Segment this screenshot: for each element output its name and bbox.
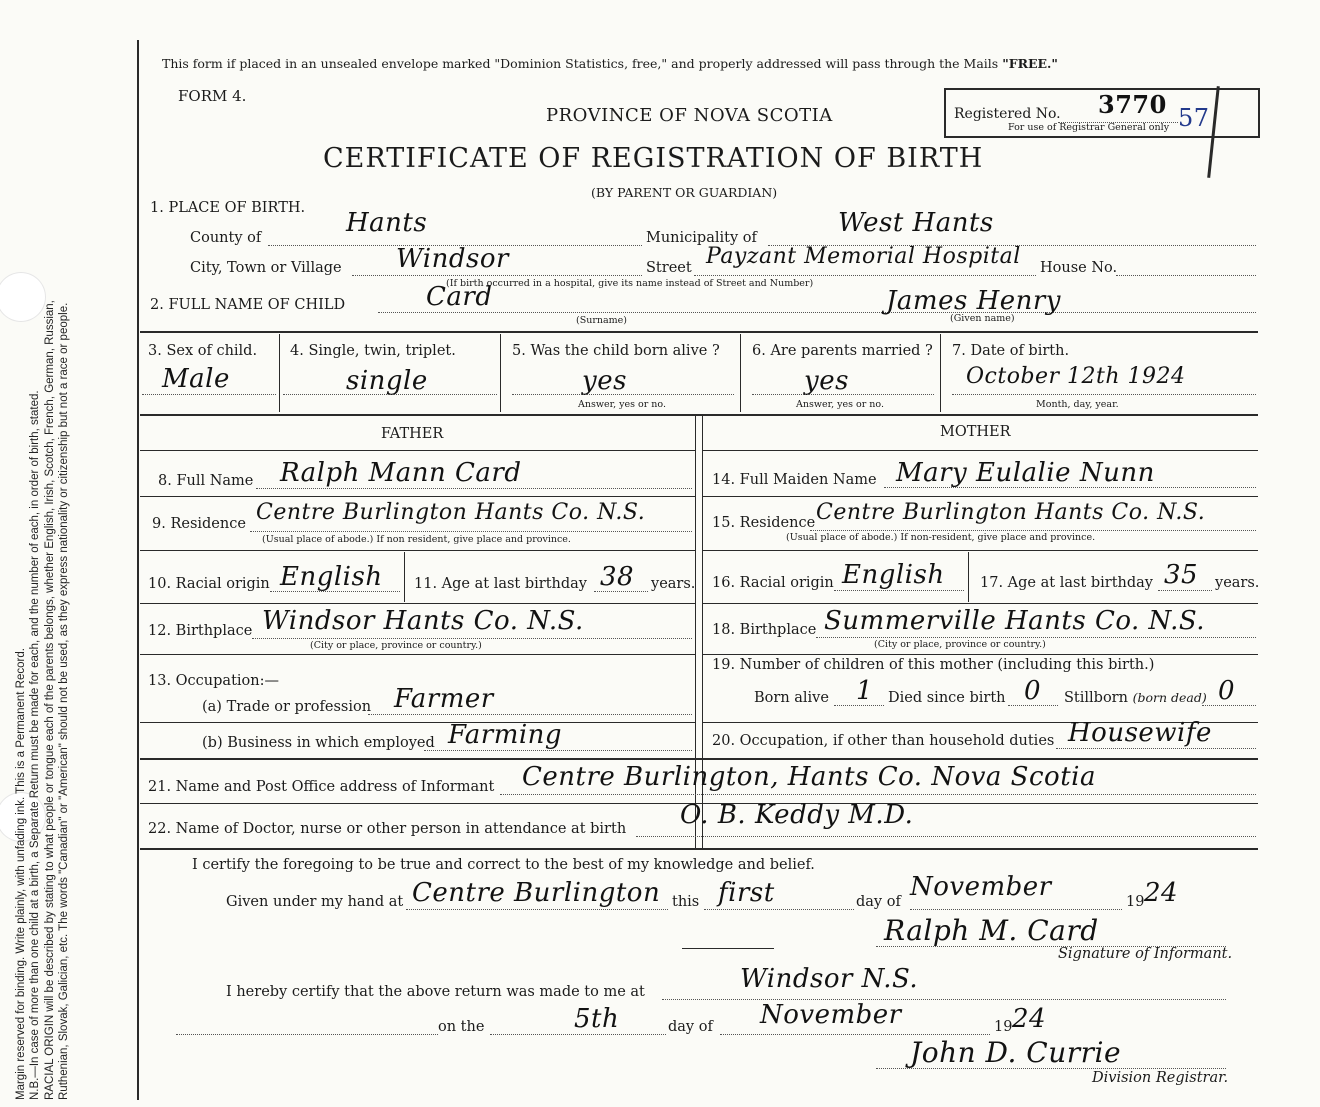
father-birthplace-label: 12. Birthplace [148, 623, 253, 639]
street-label: Street [646, 260, 692, 276]
margin-note-4: Ruthenian, Slovak, Galician, etc. The words "Canadian" or "American" should not be used, as they express nationality or citizenship but not a race or people. [58, 302, 71, 1100]
business-label: (b) Business in which employed [202, 735, 435, 751]
mother-racial-label: 16. Racial origin [712, 575, 834, 591]
house-number-label: House No. [1040, 260, 1118, 276]
return-statement: I hereby certify that the above return was made to me at [226, 984, 645, 1000]
father-age-value: 38 [600, 562, 635, 592]
given-under-label: Given under my hand at [226, 894, 404, 910]
document-subtitle: (BY PARENT OR GUARDIAN) [591, 185, 778, 200]
postal-free: "FREE." [1002, 56, 1058, 71]
registered-number: 3770 [1098, 90, 1167, 119]
child-name-label: 2. FULL NAME OF CHILD [150, 297, 346, 313]
given-year-value: 24 [1144, 878, 1179, 908]
father-residence-label: 9. Residence [152, 516, 246, 532]
mother-residence-label: 15. Residence [712, 515, 816, 531]
parents-married-label: 6. Are parents married ? [752, 343, 933, 359]
born-alive-count: 1 [856, 676, 874, 706]
return-place-value: Windsor N.S. [740, 964, 919, 994]
mother-birthplace-value: Summerville Hants Co. N.S. [824, 606, 1206, 636]
plurality-value: single [346, 366, 428, 396]
occupation-label: 13. Occupation:— [148, 673, 279, 689]
plurality-label: 4. Single, twin, triplet. [290, 343, 456, 359]
stillborn-label: Stillborn [1064, 690, 1128, 706]
born-alive-note: Answer, yes or no. [578, 399, 667, 410]
municipality-value: West Hants [838, 208, 994, 238]
registrar-note: For use of Registrar General only [1008, 122, 1170, 133]
business-value: Farming [448, 720, 563, 750]
child-surname: Card [426, 282, 493, 312]
children-count-label: 19. Number of children of this mother (including this birth.) [712, 657, 1155, 673]
mother-age-value: 35 [1164, 560, 1199, 590]
father-racial-label: 10. Racial origin [148, 576, 270, 592]
sex-label: 3. Sex of child. [148, 343, 258, 359]
born-alive-label: 5. Was the child born alive ? [512, 343, 720, 359]
born-alive-value: yes [582, 366, 627, 396]
return-year-value: 24 [1012, 1004, 1047, 1034]
father-birthplace-note: (City or place, province or country.) [310, 640, 482, 651]
registrar-signature: John D. Currie [910, 1036, 1122, 1069]
registered-suffix: 57 [1178, 104, 1210, 132]
father-age-unit: years. [651, 576, 696, 592]
trade-label: (a) Trade or profession [202, 699, 372, 715]
child-given-name: James Henry [886, 286, 1061, 316]
given-day-of-label: day of [856, 894, 901, 910]
margin-note-1: Margin reserved for binding. Write plainly, with unfading ink. This is a Permanent Record. [15, 648, 27, 1100]
doctor-label: 22. Name of Doctor, nurse or other person in attendance at birth [148, 821, 627, 837]
return-month-value: November [760, 1000, 902, 1030]
sex-value: Male [162, 364, 230, 394]
form-number: FORM 4. [178, 87, 247, 105]
given-year-prefix: 19 [1126, 894, 1145, 910]
registrar-signature-caption: Division Registrar. [1092, 1070, 1229, 1086]
parents-married-value: yes [804, 366, 849, 396]
registered-label: Registered No. [954, 106, 1061, 122]
stillborn-count: 0 [1218, 676, 1236, 706]
died-since-birth-label: Died since birth [888, 690, 1006, 706]
mother-name-label: 14. Full Maiden Name [712, 472, 877, 488]
mother-name-value: Mary Eulalie Nunn [896, 458, 1155, 488]
stillborn-note: (born dead) [1132, 690, 1207, 705]
document-title: CERTIFICATE OF REGISTRATION OF BIRTH [323, 143, 984, 174]
this-label: this [672, 894, 700, 910]
postal-note: This form if placed in an unsealed envelope marked "Dominion Statistics, free," and properly addressed will pass through the Mails [162, 56, 999, 71]
city-label: City, Town or Village [190, 260, 342, 276]
mother-age-unit: years. [1215, 575, 1260, 591]
informant-value: Centre Burlington, Hants Co. Nova Scotia [522, 762, 1096, 792]
informant-signature: Ralph M. Card [884, 914, 1099, 947]
mother-age-label: 17. Age at last birthday [980, 575, 1153, 591]
margin-instructions [0, 30, 136, 1100]
father-age-label: 11. Age at last birthday [414, 576, 587, 592]
municipality-label: Municipality of [646, 230, 757, 246]
date-of-birth-value: October 12th 1924 [966, 364, 1186, 389]
city-value: Windsor [396, 244, 509, 274]
return-day-value: 5th [574, 1004, 620, 1034]
binding-rule [137, 40, 139, 1100]
date-of-birth-label: 7. Date of birth. [952, 343, 1070, 359]
on-the-label: on the [438, 1019, 485, 1035]
given-place-value: Centre Burlington [412, 878, 661, 908]
father-racial-value: English [280, 562, 383, 592]
died-since-birth-count: 0 [1024, 676, 1042, 706]
margin-note-2: N.B.—In case of more than one child at a birth, a Separate Return must be made for each, and the number of each, in order of birth, stated. [29, 390, 42, 1100]
margin-note-3: RACIAL ORIGIN will be described by stating to what people or tongue each of the parents belongs, whether English, Irish, Scotch, French, German, Russian, [43, 300, 56, 1100]
return-year-prefix: 19 [994, 1019, 1013, 1035]
father-residence-note: (Usual place of abode.) If non resident, give place and province. [262, 534, 571, 545]
county-label: County of [190, 230, 262, 246]
father-birthplace-value: Windsor Hants Co. N.S. [262, 606, 584, 636]
father-residence-value: Centre Burlington Hants Co. N.S. [256, 500, 646, 525]
given-month-value: November [910, 872, 1052, 902]
mother-occupation-value: Housewife [1068, 718, 1212, 748]
mother-birthplace-label: 18. Birthplace [712, 622, 817, 638]
place-of-birth-label: 1. PLACE OF BIRTH. [150, 200, 306, 216]
mother-occupation-label: 20. Occupation, if other than household duties [712, 733, 1055, 749]
province-heading: PROVINCE OF NOVA SCOTIA [546, 105, 833, 126]
parents-married-note: Answer, yes or no. [796, 399, 885, 410]
father-heading: FATHER [381, 426, 444, 442]
trade-value: Farmer [394, 684, 494, 714]
given-name-note: (Given name) [950, 313, 1015, 324]
street-value: Payzant Memorial Hospital [706, 244, 1021, 269]
father-name-label: 8. Full Name [158, 473, 254, 489]
county-value: Hants [346, 208, 428, 238]
surname-note: (Surname) [576, 315, 627, 326]
born-alive-count-label: Born alive [754, 690, 829, 706]
date-of-birth-note: Month, day, year. [1036, 399, 1119, 410]
return-day-of-label: day of [668, 1019, 713, 1035]
hospital-note: (If birth occurred in a hospital, give its name instead of Street and Number) [446, 278, 814, 289]
doctor-value: O. B. Keddy M.D. [680, 800, 914, 830]
mother-residence-note: (Usual place of abode.) If non-resident, give place and province. [786, 532, 1096, 543]
certify-statement: I certify the foregoing to be true and correct to the best of my knowledge and belief. [192, 857, 815, 873]
given-day-value: first [718, 878, 775, 908]
mother-birthplace-note: (City or place, province or country.) [874, 639, 1046, 650]
informant-signature-caption: Signature of Informant. [1058, 946, 1233, 962]
mother-residence-value: Centre Burlington Hants Co. N.S. [816, 500, 1206, 525]
mother-heading: MOTHER [940, 424, 1011, 440]
informant-label: 21. Name and Post Office address of Informant [148, 779, 495, 795]
father-name-value: Ralph Mann Card [280, 458, 522, 488]
mother-racial-value: English [842, 560, 945, 590]
